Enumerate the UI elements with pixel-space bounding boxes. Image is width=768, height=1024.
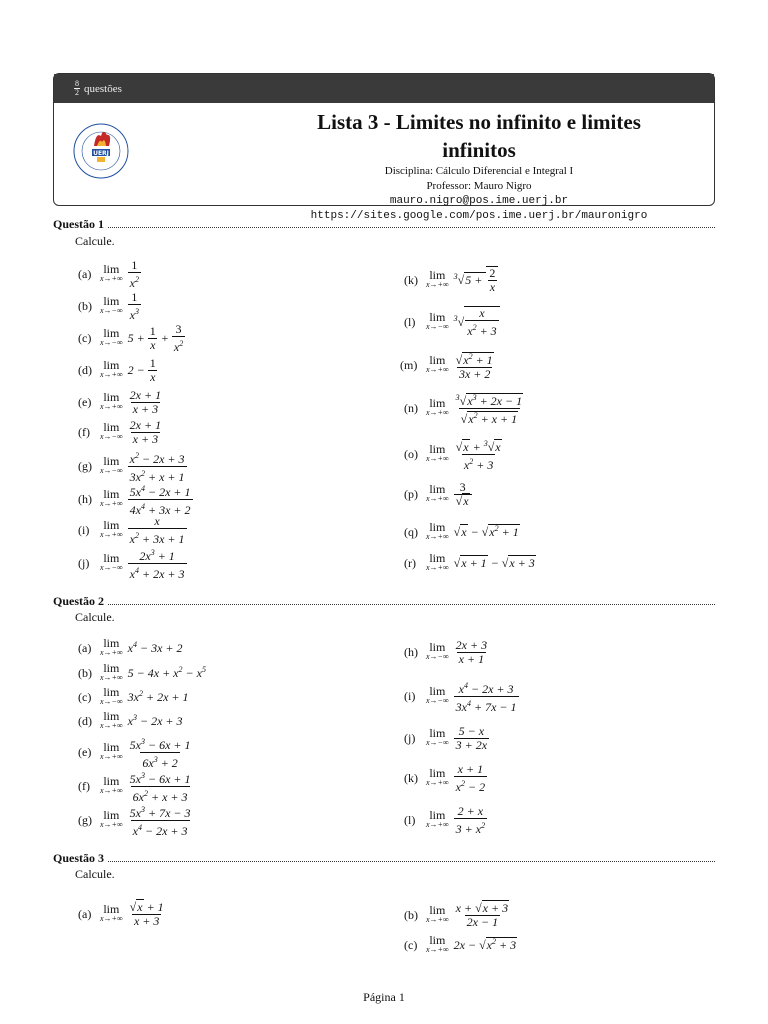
header-bar xyxy=(54,74,714,103)
q1-item-c: (c) lim x→−∞ 5 + $\frac{1}{x}$ + $\frac{3}{x^2}$ xyxy=(78,321,184,354)
q3-item-c: (c) lim x→+∞ $2x - √x^2 + 3$ xyxy=(404,933,517,954)
q1-item-h: (h) lim x→+∞ $5x^4 - 2x + 1$ $4x^4 + 3x + 2$ xyxy=(78,483,191,517)
q2-item-d: (d) lim x→+∞ $x^3 - 2x + 3$ xyxy=(78,709,183,730)
fraction-denominator: 2 xyxy=(75,88,79,97)
question-1-title: Questão 1 xyxy=(53,217,104,231)
q1-item-o: (o) lim x→+∞ √x + $^3$√x $x^2 + 3$ xyxy=(404,438,501,472)
question-2-title: Questão 2 xyxy=(53,594,104,608)
q2-item-a: (a) lim x→+∞ $x^4 - 3x + 2$ xyxy=(78,636,183,657)
header-box xyxy=(53,73,715,222)
svg-text:UERJ: UERJ xyxy=(93,150,109,157)
q1-item-g: (g) lim x→−∞ $x^2 - 2x + 3$ $3x^2 + x + 1$ xyxy=(78,450,185,484)
q1-item-p: (p) lim x→+∞ 3 √x xyxy=(404,484,472,504)
uerj-logo xyxy=(72,122,130,180)
question-1-instruction: Calcule. xyxy=(75,234,115,248)
q2-item-e: (e) lim x→+∞ $5x^3 - 6x + 1$ $6x^3 + 2$ xyxy=(78,736,191,770)
q1-item-f: (f) lim x→−∞ 2x + 1 x + 3 xyxy=(78,417,162,446)
professor: Professor: Mauro Nigro xyxy=(426,180,532,192)
question-3-instruction: Calcule. xyxy=(75,867,115,881)
q1-item-i: (i) lim x→+∞ x $x^2 + 3x + 1$ xyxy=(78,513,185,546)
q1-item-q: (q) lim x→+∞ $√x - √x^2 + 1$ xyxy=(404,520,519,541)
fraction-numerator: 8 xyxy=(75,79,79,88)
q1-item-a: (a) lim x→+∞ 1 $x^2$ xyxy=(78,257,139,290)
q3-item-b: (b) lim x→+∞ x + √x + 3 2x − 1 xyxy=(404,900,509,929)
question-1-header xyxy=(53,217,715,232)
question-2-header xyxy=(53,594,715,609)
q1-item-e: (e) lim x→+∞ 2x + 1 x + 3 xyxy=(78,387,162,416)
q1-item-m: (m) lim x→+∞ $√x^2 + 1$ 3x + 2 xyxy=(400,351,493,381)
questions-label: questões xyxy=(84,82,122,95)
question-3-header xyxy=(53,851,715,866)
questions-fraction xyxy=(74,80,80,97)
q2-item-g: (g) lim x→+∞ $5x^3 + 7x - 3$ $x^4 - 2x + 3$ xyxy=(78,804,191,838)
q2-item-l: (l) lim x→+∞ 2 + x $3 + x^2$ xyxy=(404,803,486,836)
question-2-instruction: Calcule. xyxy=(75,610,115,624)
q3-item-a: (a) lim x→+∞ √x + 1 x + 3 xyxy=(78,899,164,928)
q1-item-d: (d) lim x→+∞ 2 − $\frac{1}{x}$ xyxy=(78,355,156,384)
q2-item-i: (i) lim x→−∞ $x^4 - 2x + 3$ $3x^4 + 7x - 1$ xyxy=(404,680,517,714)
q2-item-k: (k) lim x→+∞ x + 1 $x^2 - 2$ xyxy=(404,761,486,794)
email: mauro.nigro@pos.ime.uerj.br xyxy=(389,195,569,207)
page-number: Página 1 xyxy=(363,990,405,1004)
q1-item-r: (r) lim x→+∞ √x + 1 − √x + 3 xyxy=(404,551,535,572)
q1-item-n: (n) lim x→+∞ $^3√x^3 + 2x - 1$ $√x^2 + x + 1$ xyxy=(404,392,523,426)
q2-item-j: (j) lim x→−∞ 5 − x 3 + 2x xyxy=(404,723,488,752)
page-title: Lista 3 - Limites no infinito e limites infinitos xyxy=(317,110,641,162)
q2-item-b: (b) lim x→+∞ $5 - 4x + x^2 - x^5$ xyxy=(78,661,206,682)
q1-item-l: (l) lim x→−∞ $^3$√ x $x^2 + 3$ xyxy=(404,312,500,332)
q2-item-f: (f) lim x→+∞ $5x^3 - 6x + 1$ $6x^2 + x + 3$ xyxy=(78,770,191,804)
website: https://sites.google.com/pos.ime.uerj.br/mauronigro xyxy=(310,210,648,222)
q2-item-c: (c) lim x→−∞ $3x^2 + 2x + 1$ xyxy=(78,685,189,706)
question-3-title: Questão 3 xyxy=(53,851,104,865)
q1-item-k: (k) lim x→+∞ $^3$√ 5 + $\frac{2}{x}$ xyxy=(404,270,498,290)
discipline: Disciplina: Cálculo Diferencial e Integral I xyxy=(384,165,574,177)
q1-item-b: (b) lim x→−∞ 1 $x^3$ xyxy=(78,289,139,322)
title-block xyxy=(284,108,674,224)
q1-item-j: (j) lim x→−∞ $2x^3 + 1$ $x^4 + 2x + 3$ xyxy=(78,547,185,581)
q2-item-h: (h) lim x→−∞ 2x + 3 x + 1 xyxy=(404,637,488,666)
